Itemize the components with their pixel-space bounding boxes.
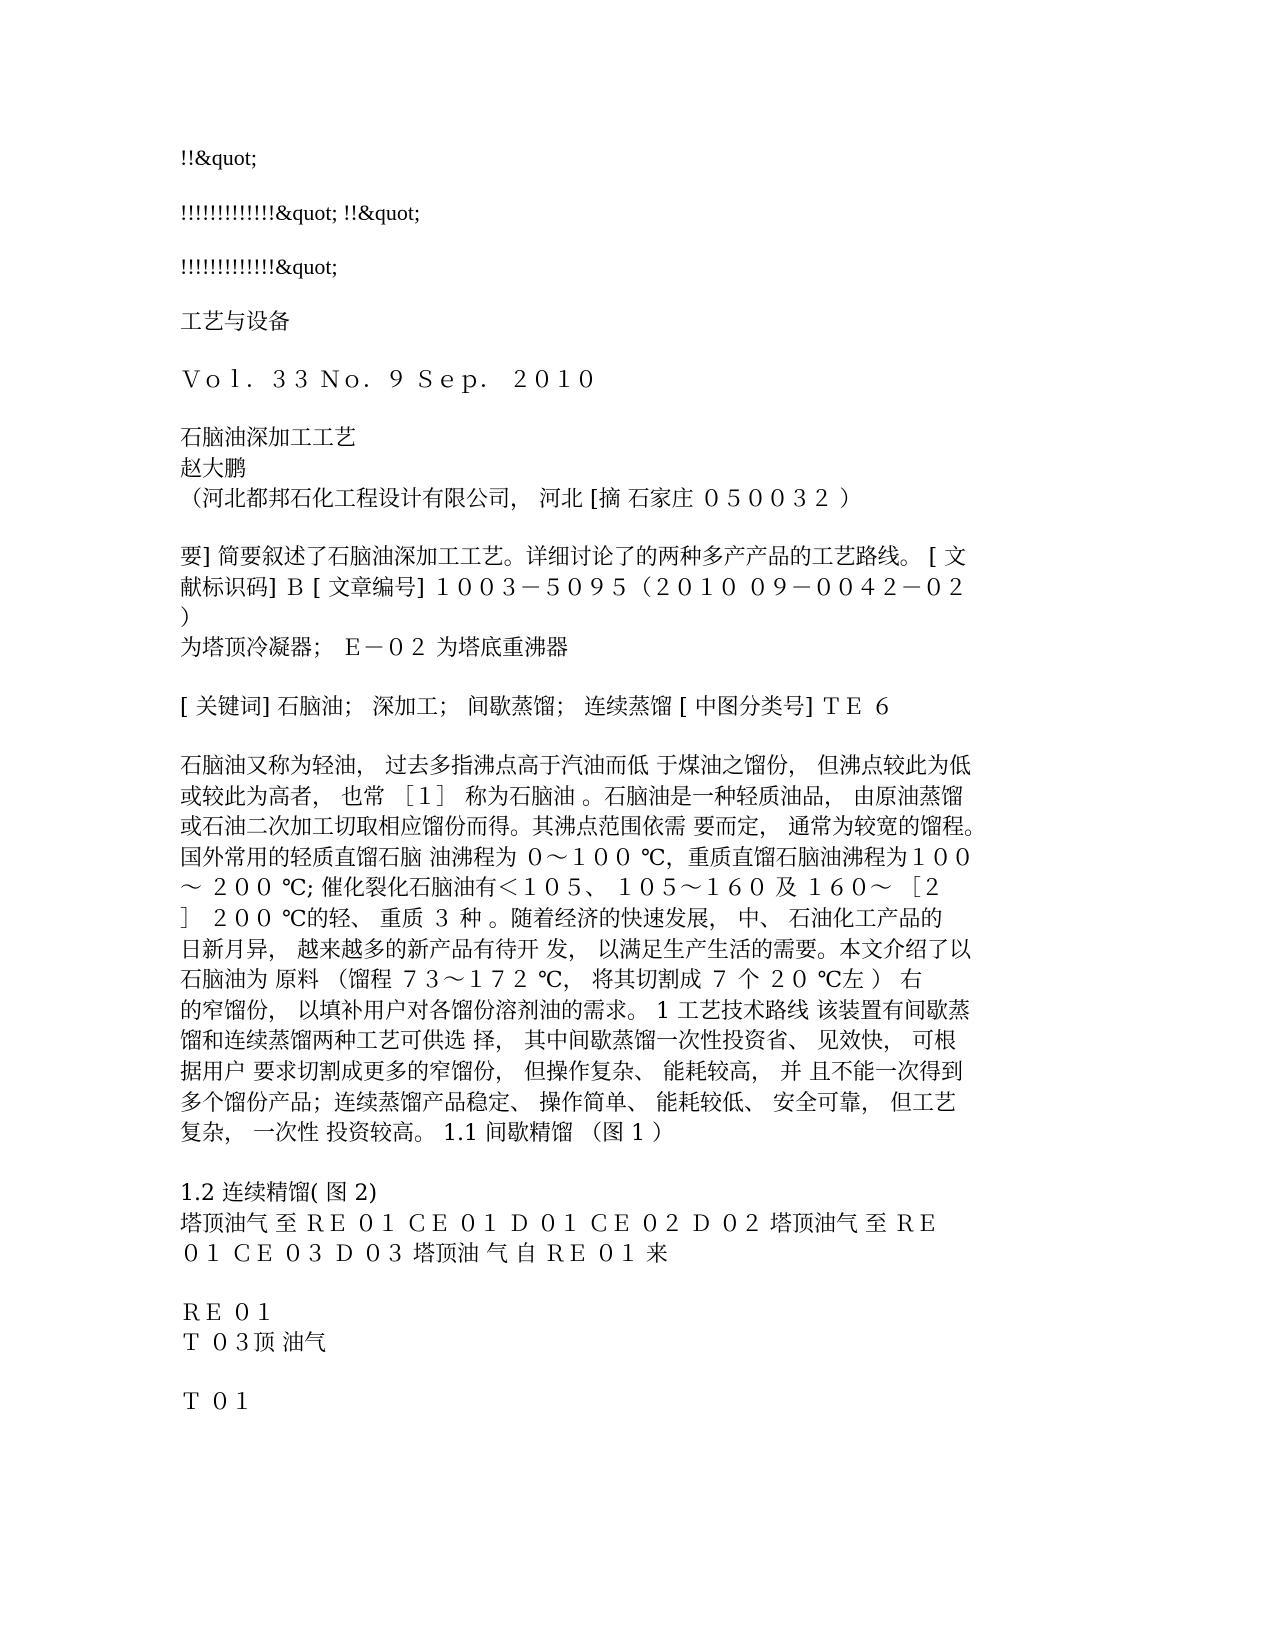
body-line-7: 日新月异， 越来越多的新产品有待开 发， 以满足生产生活的需要。本文介绍了以 — [180, 938, 971, 963]
body-line-5: ～ ２００ ℃; 催化裂化石脑油有＜１０５、 １０５～１６０ 及 １６０～ ［２ — [180, 876, 943, 901]
figure-note: 为塔顶冷凝器； Ｅ－０２ 为塔底重沸器 — [180, 636, 568, 661]
diagram-label-re01: ＲＥ ０１ — [180, 1301, 275, 1326]
body-line-13: 复杂， 一次性 投资较高。 1.1 间歇精馏 （图 1 ） — [180, 1121, 674, 1146]
author: 赵大鹏 — [180, 457, 247, 482]
abstract-line-1: 要] 简要叙述了石脑油深加工工艺。详细讨论了的两种多产产品的工艺路线。 [ 文 — [180, 545, 967, 570]
diagram-label-line-2: ０１ ＣＥ ０３ Ｄ ０３ 塔顶油 气 自 ＲＥ ０１ 来 — [180, 1242, 668, 1267]
body-line-9: 的窄馏份， 以填补用户对各馏份溶剂油的需求。 1 工艺技术路线 该装置有间歇蒸 — [180, 999, 970, 1024]
diagram-label-line-1: 塔顶油气 至 ＲＥ ０１ ＣＥ ０１ Ｄ ０１ ＣＥ ０２ Ｄ ０２ 塔顶油气 至 ＲＥ — [180, 1212, 938, 1237]
body-line-10: 馏和连续蒸馏两种工艺可供选 择， 其中间歇蒸馏一次性投资省、 见效快， 可根 — [180, 1029, 956, 1054]
diagram-label-t03: Ｔ ０３顶 油气 — [180, 1331, 326, 1356]
garbled-line-1: !!&quot; — [180, 145, 257, 170]
subsection-1-2: 1.2 连续精馏( 图 2) — [180, 1181, 378, 1206]
garbled-line-2: !!!!!!!!!!!!!&quot; !!&quot; — [180, 200, 421, 225]
body-line-2: 或较此为高者， 也常 ［１］ 称为石脑油 。石脑油是一种轻质油品， 由原油蒸馏 — [180, 785, 963, 810]
affiliation: （河北都邦石化工程设计有限公司， 河北 [摘 石家庄 ０５００３２ ） — [180, 487, 862, 512]
volume-info: Ｖｏｌ．３３ Ｎｏ．９ Ｓｅｐ． ２０１０ — [180, 368, 597, 393]
body-line-12: 多个馏份产品；连续蒸馏产品稳定、 操作简单、 能耗较低、 安全可靠， 但工艺 — [180, 1091, 956, 1116]
keywords: [ 关键词] 石脑油； 深加工； 间歇蒸馏； 连续蒸馏 [ 中图分类号] ＴＥ ６ — [180, 695, 894, 720]
body-line-1: 石脑油又称为轻油， 过去多指沸点高于汽油而低 于煤油之馏份， 但沸点较此为低 — [180, 754, 971, 779]
body-line-11: 据用户 要求切割成更多的窄馏份， 但操作复杂、 能耗较高， 并 且不能一次得到 — [180, 1060, 963, 1085]
body-line-8: 石脑油为 原料 （馏程 ７３～１７２ ℃， 将其切割成 ７ 个 ２０ ℃左 ） 右 — [180, 968, 923, 993]
abstract-line-3: ） — [180, 606, 203, 631]
body-line-6: ］ ２００ ℃的轻、 重质 ３ 种 。随着经济的快速发展， 中、 石油化工产品的 — [180, 907, 943, 932]
body-line-3: 或石油二次加工切取相应馏份而得。其沸点范围依需 要而定， 通常为较宽的馏程。 — [180, 815, 986, 840]
body-line-4: 国外常用的轻质直馏石脑 油沸程为 ０～１００ ℃，重质直馏石脑油沸程为１００ — [180, 846, 974, 871]
garbled-line-3: !!!!!!!!!!!!!&quot; — [180, 254, 338, 279]
article-title: 石脑油深加工工艺 — [180, 426, 357, 451]
abstract-line-2: 献标识码] Ｂ [ 文章编号] １００３－５０９５（２０１０ ０９－００４２－０２ — [180, 576, 967, 601]
diagram-label-t01: Ｔ ０１ — [180, 1390, 253, 1415]
section-header: 工艺与设备 — [180, 310, 291, 335]
